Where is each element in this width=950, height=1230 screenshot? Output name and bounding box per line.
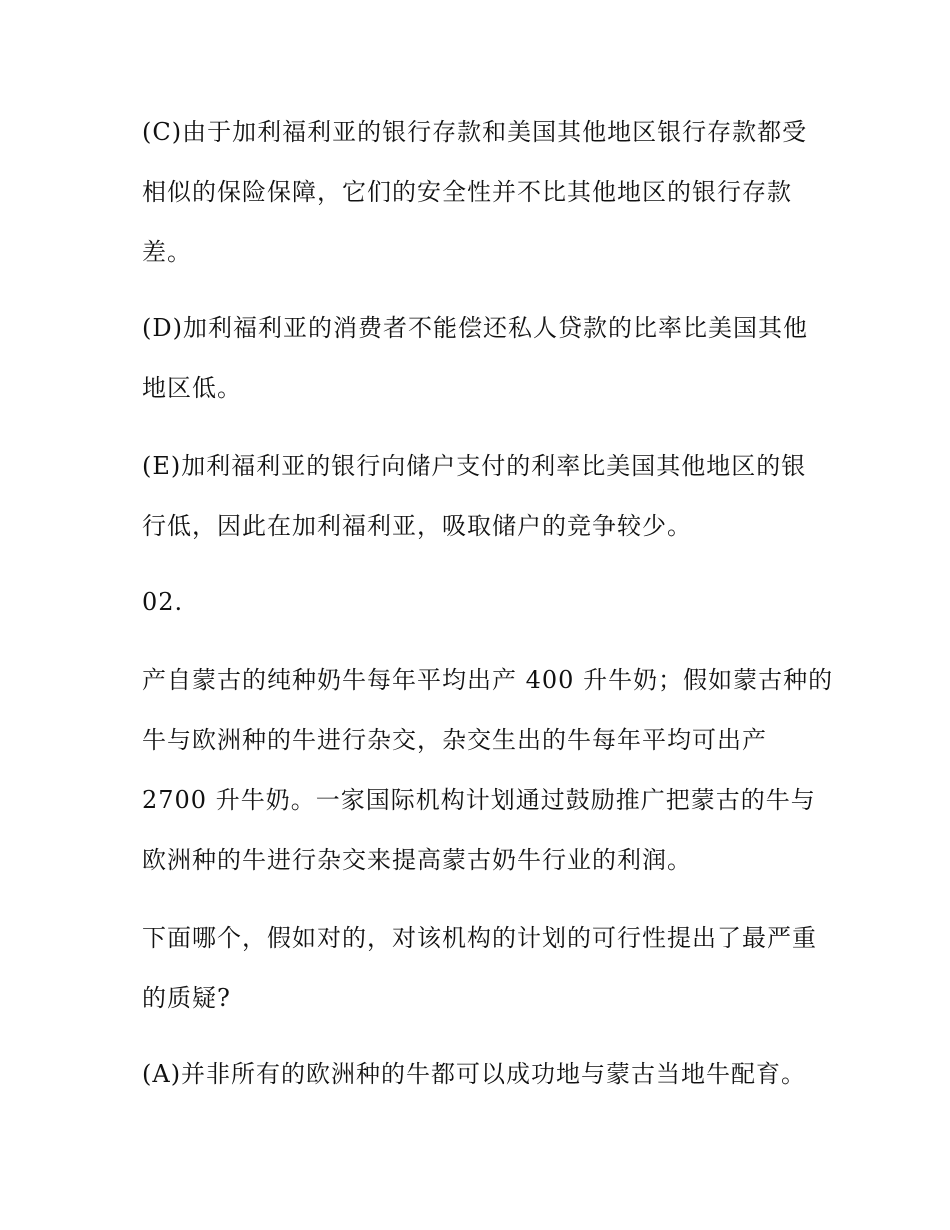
question-number: 02.: [142, 588, 184, 616]
option-e-line-1: (E)加利福利亚的银行向储户支付的利率比美国其他地区的银: [142, 452, 807, 480]
prompt-line-2: 的质疑?: [142, 984, 231, 1012]
option-c-line-3: 差。: [142, 238, 192, 266]
passage-line-2: 牛与欧洲种的牛进行杂交，杂交生出的牛每年平均可出产: [142, 726, 767, 754]
option-c-line-2: 相似的保险保障，它们的安全性并不比其他地区的银行存款: [142, 178, 792, 206]
option-d-line-1: (D)加利福利亚的消费者不能偿还私人贷款的比率比美国其他: [142, 314, 808, 342]
option-a-line-1: (A)并非所有的欧洲种的牛都可以成功地与蒙古当地牛配育。: [142, 1060, 807, 1088]
passage-line-3: 2700 升牛奶。一家国际机构计划通过鼓励推广把蒙古的牛与: [142, 786, 816, 814]
option-c-line-1: (C)由于加利福利亚的银行存款和美国其他地区银行存款都受: [142, 118, 808, 146]
option-d-line-2: 地区低。: [142, 374, 242, 402]
passage-line-4: 欧洲种的牛进行杂交来提高蒙古奶牛行业的利润。: [142, 846, 692, 874]
passage-line-1: 产自蒙古的纯种奶牛每年平均出产 400 升牛奶；假如蒙古种的: [142, 666, 834, 694]
prompt-line-1: 下面哪个，假如对的，对该机构的计划的可行性提出了最严重: [142, 924, 817, 952]
option-e-line-2: 行低，因此在加利福利亚，吸取储户的竞争较少。: [142, 512, 692, 540]
